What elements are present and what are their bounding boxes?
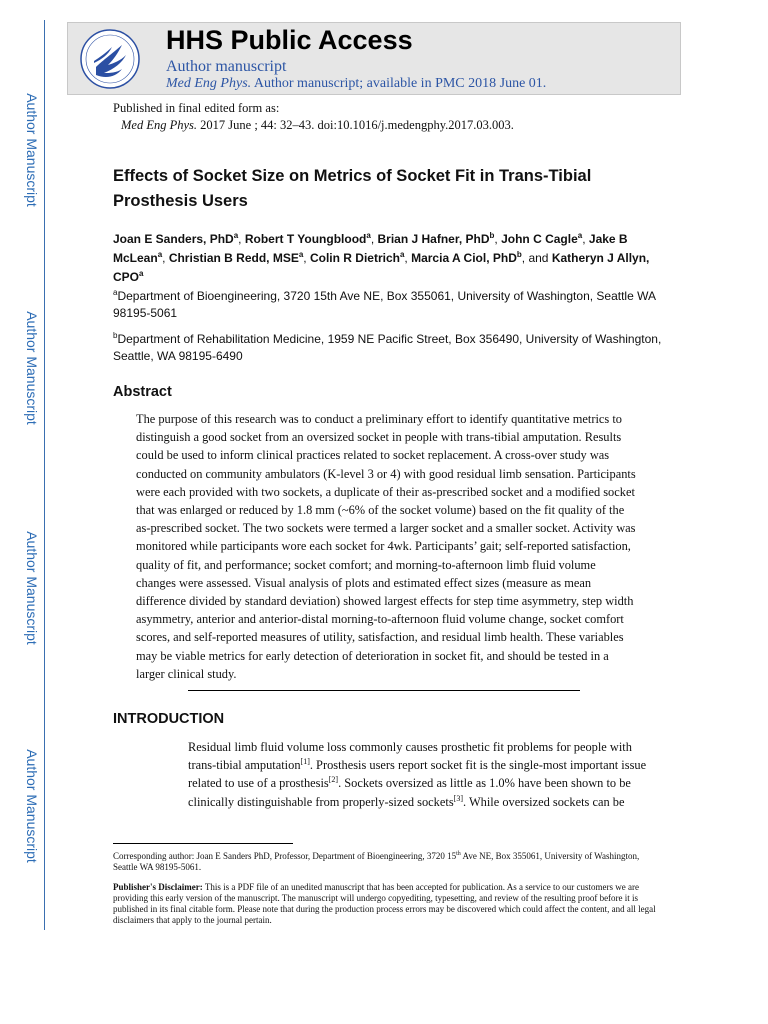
publication-intro: Published in final edited form as: [113,101,280,115]
introduction-segment: . While oversized sockets can be [462,794,625,809]
affiliation: $^b$Department of Rehabilitation Medicine, 1959 NE Pacific Street, Box 356490, University of Washington, Seattle, WA 98195-6490 [113,331,662,363]
citation-ref: [1] [300,757,310,767]
author-name: Jake B McLean [113,232,628,265]
abstract-heading: Abstract [113,384,172,400]
citation-ref: [2] [328,775,339,785]
author-name: Christian B Redd, MSE [168,251,299,265]
affiliation-mark: a [399,250,405,259]
affiliation-mark: a [157,250,163,259]
abstract-text: The purpose of this research was to conduct a preliminary effort to identify quantitative metrics to distinguish a good socket from an oversized socket in people with trans-tibial amputation. Results could be used to inform clinical practices related to socket replacement. A cross-over study was conducted on community ambulators (K-level 3 or 4) with good residual limb sensation. Participants were each provided with two sockets, a duplicate of their as-prescribed socket and a modified socket that was enlarged or reduced by 1.8 mm (~6% of the socket volume) based on the fit quality of the as-prescribed socket. The two sockets were termed a larger socket and a smaller socket. Activity was monitored while participants wore each socket for 4wk. Participants’ gait; self-reported satisfaction, quality of fit, and performance; socket comfort; and morning-to-afternoon limb fluid volume changes were assessed. Visual analysis of plots and estimated effect sizes (measure as mean difference divided by standard deviation) showed largest effects for step time asymmetry, step width asymmetry, anterior and anterior-distal morning-to-afternoon fluid volume change, socket comfort scores, and self-reported measures of utility, satisfaction, and residual limb health. These variables may be viable metrics for early detection of deterioration in socket fit, and should be tested in a larger clinical study. [136,412,636,681]
author-name: Robert T Youngblood [244,232,367,246]
introduction-segment: . Prosthesis users report socket fit is the single-most important issue related to use of a prosthesis [188,758,647,791]
author-separator: , [404,251,412,265]
sidebar-label: Author Manuscript [24,93,41,207]
hhs-banner [67,22,681,95]
author-name: John C Cagle [501,232,578,246]
hhs-eagle-seal-icon [78,27,142,91]
sidebar-label: Author Manuscript [24,531,41,645]
author-separator: , [494,232,502,246]
introduction-segment: Residual limb fluid volume loss commonly causes prosthetic fit problems for people with trans-tibial amputation [188,740,632,773]
author-separator: , [162,251,169,265]
publisher-disclaimer: Publisher's Disclaimer: This is a PDF file of an unedited manuscript that has been accepted for publication. As a service to our customers we are providing this early version of the manuscript. The manuscript will undergo copyediting, typesetting, and review of the resulting proof before it is published in its final citable form. Please note that during the production process errors may be discovered which could affect the content, and all legal disclaimers that apply to the journal pertain. [113,882,656,925]
citation-ref: [3] [453,793,463,803]
affiliation-mark: a [233,231,239,240]
author-list [113,230,673,287]
affiliation: $^a$Department of Bioengineering, 3720 15th Ave NE, Box 355061, University of Washington, Seattle WA 98195-5061 [113,288,656,320]
author-name: Katheryn J Allyn, CPO [113,251,650,284]
author-separator: , and [521,251,552,265]
affiliation-mark: a [298,250,304,259]
sidebar-label: Author Manuscript [24,311,41,425]
affiliation-mark: a [366,231,371,240]
author-separator: , [303,251,310,265]
affiliation-mark: b [516,250,522,259]
footnote-divider [113,843,293,844]
author-name: Marcia A Ciol, PhD [411,251,517,265]
affiliation-mark: a [139,269,144,278]
corresponding-author-note: Corresponding author: Joan E Sanders PhD, Professor, Department of Bioengineering, 3720 15th Ave NE, Box 355061, University of Washington, Seattle WA 98195-5061. [113,851,640,872]
publication-info [113,100,514,134]
introduction-heading: INTRODUCTION [113,711,225,727]
author-separator: , [238,232,245,246]
author-separator: , [582,232,589,246]
banner-title: HHS Public Access [166,25,413,55]
author-name: Joan E Sanders, PhD [113,232,234,246]
affiliation-mark: b [489,231,495,240]
author-name: Brian J Hafner, PhD [377,232,490,246]
banner-availability: Med Eng Phys. Author manuscript; available in PMC 2018 June 01. [166,76,547,91]
introduction-segment: . Sockets oversized as little as 1.0% have been shown to be clinically distinguishable from properly-sized sockets [188,776,631,809]
author-name: Colin R Dietrich [309,251,400,265]
divider [188,690,580,691]
author-separator: , [370,232,378,246]
affiliation-mark: a [577,231,583,240]
sidebar-label: Author Manuscript [24,749,41,863]
article-title: Effects of Socket Size on Metrics of Socket Fit in Trans-Tibial Prosthesis Users [113,167,592,210]
publication-citation: Med Eng Phys. 2017 June ; 44: 32–43. doi:10.1016/j.medengphy.2017.03.003. [121,118,514,132]
introduction-text [188,738,648,811]
banner-subtitle: Author manuscript [166,58,287,75]
